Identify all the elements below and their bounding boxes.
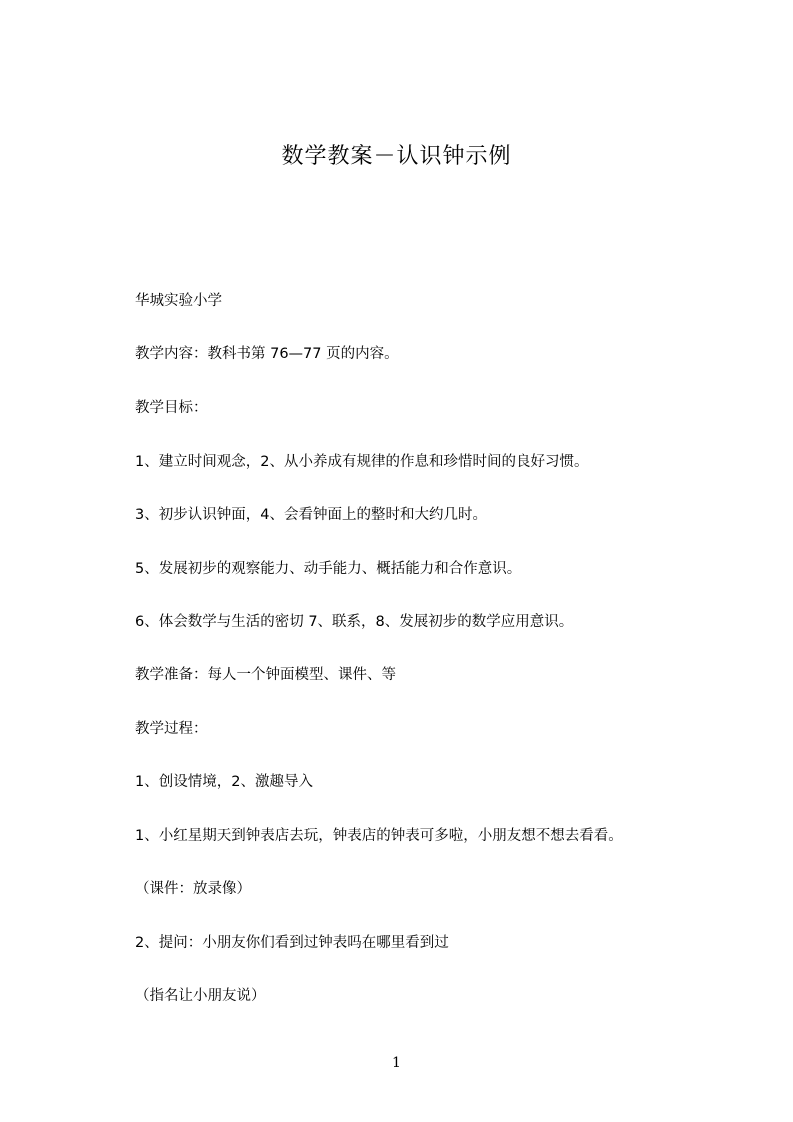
paragraph-process-heading: 教学过程：: [135, 721, 208, 737]
paragraph-answer-note: （指名让小朋友说）: [135, 988, 266, 1004]
paragraph-goals-heading: 教学目标：: [135, 400, 208, 416]
paragraph-courseware-note: （课件：放录像）: [135, 881, 251, 897]
paragraph-content: 教学内容：教科书第 76—77 页的内容。: [135, 346, 399, 362]
page-number: 1: [392, 1055, 401, 1071]
paragraph-step-1: 1、创设情境，2、激趣导入: [135, 774, 313, 790]
paragraph-goal-5: 5、发展初步的观察能力、动手能力、概括能力和合作意识。: [135, 561, 522, 577]
document-title: 数学教案－认识钟示例: [281, 144, 512, 169]
paragraph-school: 华城实验小学: [135, 293, 222, 309]
paragraph-preparation: 教学准备：每人一个钟面模型、课件、等: [135, 667, 396, 683]
paragraph-goal-3: 3、初步认识钟面，4、会看钟面上的整时和大约几时。: [135, 507, 487, 523]
paragraph-step-1-detail: 1、小红星期天到钟表店去玩，钟表店的钟表可多啦，小朋友想不想去看看。: [135, 828, 623, 844]
paragraph-question: 2、提问：小朋友你们看到过钟表吗在哪里看到过: [135, 935, 449, 951]
paragraph-goal-1: 1、建立时间观念，2、从小养成有规律的作息和珍惜时间的良好习惯。: [135, 454, 589, 470]
paragraph-goal-6: 6、体会数学与生活的密切 7、联系，8、发展初步的数学应用意识。: [135, 614, 574, 630]
